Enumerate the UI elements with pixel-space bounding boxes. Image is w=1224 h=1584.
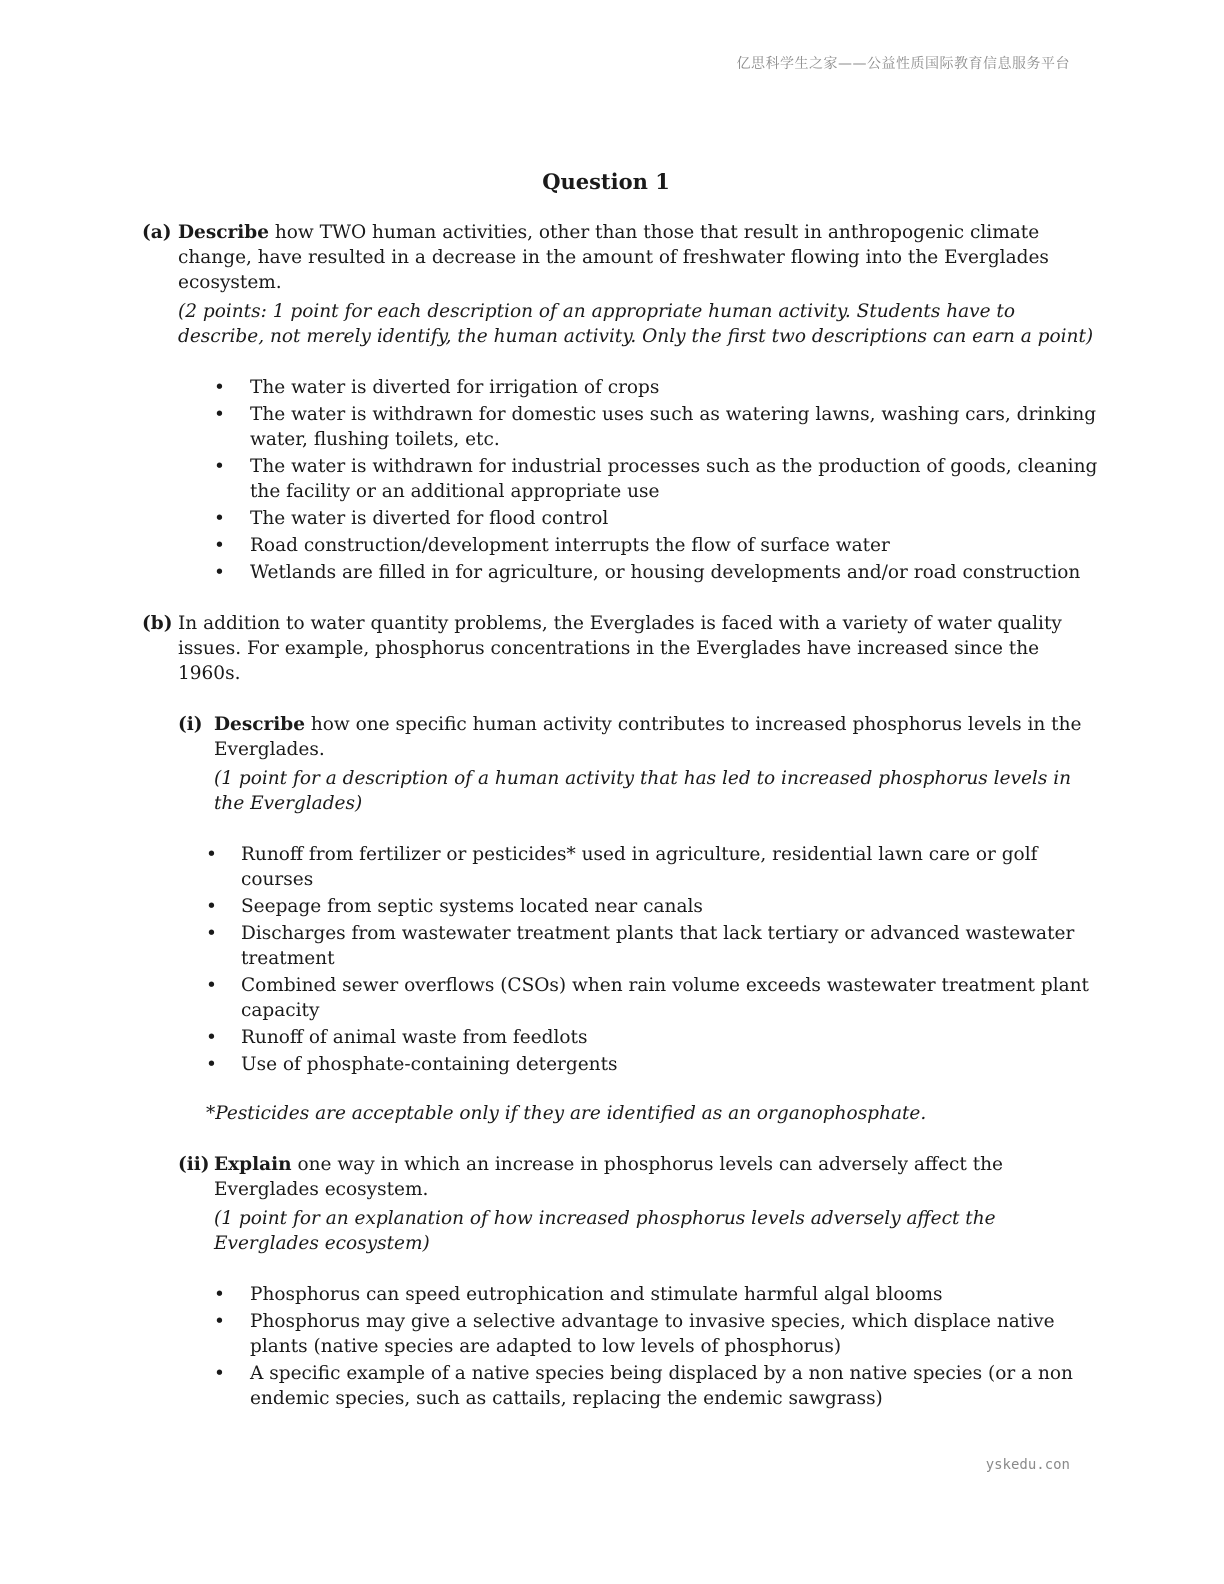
header-watermark: 亿思科学生之家——公益性质国际教育信息服务平台 <box>736 56 1070 72</box>
bullet-icon: • <box>214 377 225 398</box>
answer-text: Seepage from septic systems located near canals <box>241 896 703 917</box>
footer-watermark: yskedu.con <box>985 1457 1070 1473</box>
answer-text: Discharges from wastewater treatment plants that lack tertiary or advanced wastewater treatment <box>241 923 1075 969</box>
part-b-ii-prompt <box>214 1152 1102 1202</box>
part-b-i-scoring: (1 point for a description of a human activity that has led to increased phosphorus levels in the Everglades) <box>214 768 1072 814</box>
part-b-ii-prompt-text: one way in which an increase in phosphorus levels can adversely affect the Everglades ecosystem. <box>214 1154 1003 1200</box>
answer-text: A specific example of a native species being displaced by a non native species (or a non endemic species, such as cattails, replacing the endemic sawgrass) <box>250 1363 1073 1409</box>
list-item <box>206 1025 1102 1050</box>
list-item <box>178 402 1102 452</box>
list-item <box>178 375 1102 400</box>
part-b-i-answers <box>206 842 1102 1077</box>
bullet-icon: • <box>214 562 225 583</box>
answer-text: Phosphorus may give a selective advantage to invasive species, which displace native plants (native species are adapted to low levels of phosphorus) <box>250 1311 1055 1357</box>
list-item <box>206 894 1102 919</box>
bullet-icon: • <box>206 975 217 996</box>
answer-text: Use of phosphate-containing detergents <box>241 1054 618 1075</box>
bullet-icon: • <box>206 1054 217 1075</box>
part-b-i-label: (i) <box>178 714 203 735</box>
list-item <box>214 1282 1102 1307</box>
part-b-i-verb: Describe <box>214 714 305 735</box>
part-b-ii-verb: Explain <box>214 1154 292 1175</box>
answer-text: Runoff of animal waste from feedlots <box>241 1027 588 1048</box>
answer-text: The water is withdrawn for domestic uses such as watering lawns, washing cars, drinking water, flushing toilets, etc. <box>250 404 1097 450</box>
bullet-icon: • <box>206 923 217 944</box>
answer-text: Wetlands are filled in for agriculture, or housing developments and/or road construction <box>250 562 1081 583</box>
answer-text: The water is diverted for irrigation of crops <box>250 377 660 398</box>
list-item <box>206 842 1102 892</box>
pesticide-footnote: *Pesticides are acceptable only if they are identified as an organophosphate. <box>206 1103 927 1124</box>
bullet-icon: • <box>214 456 225 477</box>
answer-text: The water is diverted for flood control <box>250 508 609 529</box>
list-item <box>206 1052 1102 1077</box>
answer-text: The water is withdrawn for industrial processes such as the production of goods, cleaning the facility or an additional appropriate use <box>250 456 1098 502</box>
part-b-prompt: In addition to water quantity problems, the Everglades is faced with a variety of water quality issues. For example, phosphorus concentrations in the Everglades have increased since the 1960s. <box>178 613 1062 684</box>
list-item <box>214 1309 1102 1359</box>
part-b-ii <box>178 1152 1102 1411</box>
part-a-prompt-text: how TWO human activities, other than those that result in anthropogenic climate change, have resulted in a decrease in the amount of freshwater flowing into the Everglades ecosystem. <box>178 222 1049 293</box>
part-a-prompt <box>178 220 1102 295</box>
answer-text: Runoff from fertilizer or pesticides* used in agriculture, residential lawn care or golf courses <box>241 844 1038 890</box>
list-item <box>206 973 1102 1023</box>
part-a-scoring: (2 points: 1 point for each description of an appropriate human activity. Students have to describe, not merely identify, the human activity. Only the first two descriptions can earn a point) <box>178 301 1094 347</box>
bullet-icon: • <box>214 508 225 529</box>
part-a-label: (a) <box>142 222 172 243</box>
part-b-i-prompt <box>214 712 1102 762</box>
answer-text: Road construction/development interrupts the flow of surface water <box>250 535 890 556</box>
list-item <box>178 506 1102 531</box>
bullet-icon: • <box>214 404 225 425</box>
list-item <box>214 1361 1102 1411</box>
part-a <box>142 220 1102 585</box>
part-a-verb: Describe <box>178 222 269 243</box>
list-item <box>178 533 1102 558</box>
bullet-icon: • <box>214 1284 225 1305</box>
bullet-icon: • <box>206 896 217 917</box>
list-item <box>206 921 1102 971</box>
part-b-ii-label: (ii) <box>178 1154 210 1175</box>
part-a-answers <box>178 375 1102 585</box>
question-content <box>142 220 1102 1413</box>
bullet-icon: • <box>214 1363 225 1384</box>
page-title: Question 1 <box>542 169 670 194</box>
list-item <box>178 454 1102 504</box>
answer-text: Combined sewer overflows (CSOs) when rain volume exceeds wastewater treatment plant capacity <box>241 975 1089 1021</box>
answer-text: Phosphorus can speed eutrophication and stimulate harmful algal blooms <box>250 1284 943 1305</box>
bullet-icon: • <box>214 1311 225 1332</box>
part-b-ii-answers <box>214 1282 1102 1411</box>
part-b-i <box>178 712 1102 1126</box>
part-b-i-prompt-text: how one specific human activity contributes to increased phosphorus levels in the Everglades. <box>214 714 1082 760</box>
part-b-ii-scoring: (1 point for an explanation of how increased phosphorus levels adversely affect the Everglades ecosystem) <box>214 1208 996 1254</box>
bullet-icon: • <box>214 535 225 556</box>
bullet-icon: • <box>206 1027 217 1048</box>
part-b <box>142 611 1102 1411</box>
bullet-icon: • <box>206 844 217 865</box>
part-b-label: (b) <box>142 613 173 634</box>
list-item <box>178 560 1102 585</box>
